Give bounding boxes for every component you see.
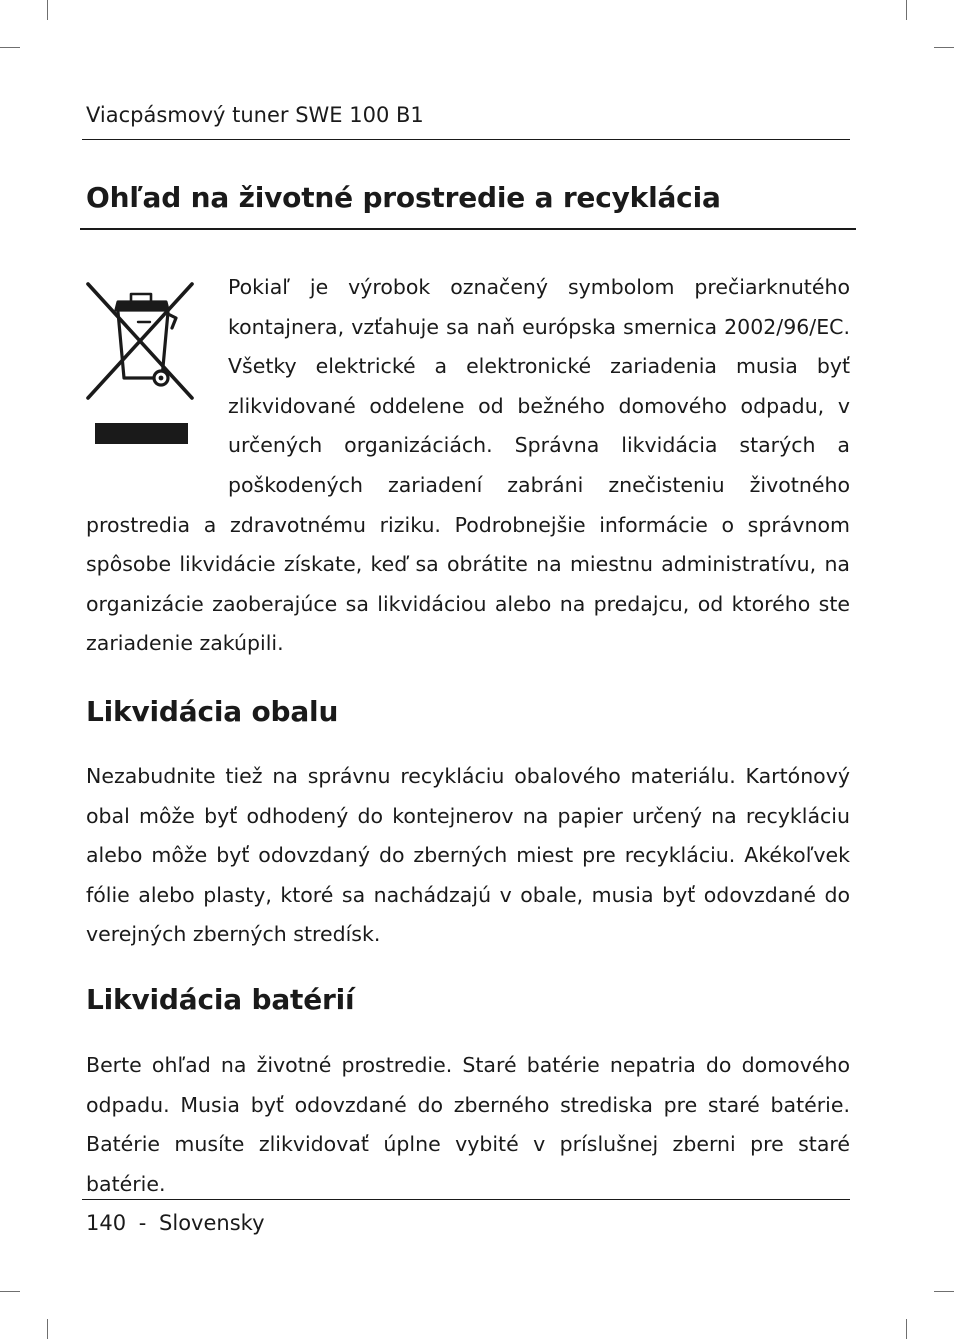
- crop-mark: [0, 47, 20, 48]
- running-footer: [86, 1208, 265, 1238]
- header-divider: [82, 139, 850, 140]
- paragraph-environment-text: Pokiaľ je výrobok označený symbolom prečiarknutého kontajnera, vzťahuje sa naň európska smernica 2002/96/EC. Všetky elektrické a elektronické zariadenia musia byť zlikvidované oddelene od bežného domového odpadu, v určených organizáciách. Správna likvidácia starých a poškodených zariadení zabráni znečisteniu životného prostredia a zdravotnému riziku. Podrobnejšie informácie o správnom spôsobe likvidácie získate, keď sa obrátite na miestnu administratívu, na organizácie zaoberajúce sa likvidáciou alebo na predajcu, od ktorého ste zariadenie zakúpili.: [86, 275, 850, 656]
- paragraph-packaging: Nezabudnite tiež na správnu recykláciu obalového materiálu. Kartónový obal môže byť odhodený do kontejnerov na papier určený na recykláciu alebo môže byť odovzdaný do zberných miest pre recykláciu. Akékoľvek fólie alebo plasty, ktoré sa nachádzajú v obale, musia byť odovzdané do verejných zberných stredísk.: [86, 764, 850, 947]
- symbol-spacer: [86, 268, 228, 466]
- paragraph-environment: [86, 268, 850, 664]
- crop-mark: [934, 1291, 954, 1292]
- footer-separator: -: [138, 1211, 147, 1235]
- section-heading-environment: Ohľad na životné prostredie a recyklácia: [86, 181, 721, 214]
- footer-divider: [82, 1199, 850, 1200]
- footer-language: Slovensky: [159, 1211, 265, 1235]
- running-header: Viacpásmový tuner SWE 100 B1: [86, 103, 424, 127]
- section-heading-packaging: Likvidácia obalu: [86, 695, 339, 728]
- crop-mark: [934, 47, 954, 48]
- page-number: 140: [86, 1211, 127, 1235]
- crop-mark: [47, 1319, 48, 1339]
- crop-mark: [906, 1319, 907, 1339]
- heading-divider: [80, 228, 856, 230]
- crop-mark: [47, 0, 48, 20]
- crop-mark: [0, 1291, 20, 1292]
- crop-mark: [906, 0, 907, 20]
- paragraph-batteries: Berte ohľad na životné prostredie. Staré batérie nepatria do domového odpadu. Musia byť odovzdané do zberného strediska pre staré batérie. Batérie musíte zlikvidovať úplne vybité v príslušnej zberni pre staré batérie.: [86, 1053, 850, 1196]
- section-heading-batteries: Likvidácia batérií: [86, 983, 355, 1016]
